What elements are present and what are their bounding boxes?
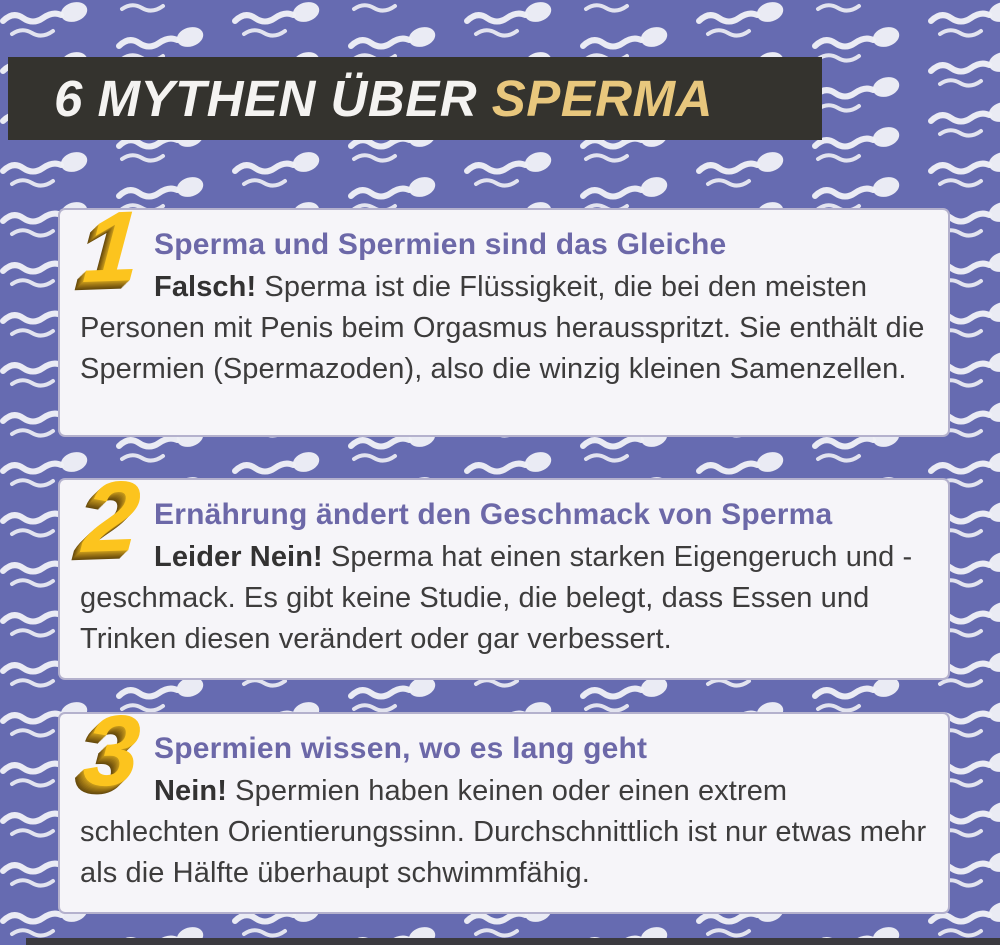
- myth-card-2-heading: Ernährung ändert den Geschmack von Sperma: [154, 498, 833, 531]
- myth-card-2-text: Sperma hat einen starken Eigengeruch und -geschmack. Es gibt keine Studie, die belegt, dass Essen und Trinken diesen verändert oder gar verbessert.: [80, 541, 913, 655]
- myth-card-1-heading: Sperma und Spermien sind das Gleiche: [154, 228, 727, 261]
- myth-card-3-body: [80, 771, 930, 894]
- myth-card-1-text: Sperma ist die Flüssigkeit, die bei den meisten Personen mit Penis beim Orgasmus herausspritzt. Sie enthält die Spermien (Spermazoden), also die winzig kleinen Samenzellen.: [80, 271, 925, 385]
- myth-card-1: [58, 190, 950, 437]
- gold-number-icon: 1: [79, 190, 144, 304]
- myth-number-2-badge: [79, 460, 154, 574]
- gold-number-icon: 3: [79, 694, 144, 808]
- myth-card-3: [58, 694, 950, 914]
- myth-card-2-verdict: Leider Nein!: [154, 541, 323, 573]
- myth-number-3-badge: [79, 694, 154, 808]
- myth-card-2: [58, 460, 950, 680]
- title-banner: [8, 57, 822, 140]
- myth-card-1-verdict: Falsch!: [154, 271, 257, 303]
- next-section-edge: [26, 938, 1000, 945]
- myth-card-2-body: [80, 537, 930, 660]
- page-title: [54, 69, 713, 128]
- page-title-accent: SPERMA: [491, 70, 713, 127]
- myth-card-3-text: Spermien haben keinen oder einen extrem schlechten Orientierungssinn. Durchschnittlich ist nur etwas mehr als die Hälfte überhaupt schwimmfähig.: [80, 775, 927, 889]
- gold-number-icon: 2: [79, 460, 144, 574]
- myth-card-3-heading: Spermien wissen, wo es lang geht: [154, 732, 648, 765]
- myth-card-3-verdict: Nein!: [154, 775, 227, 807]
- page-title-main: 6 MYTHEN ÜBER: [54, 70, 492, 127]
- myth-number-1-badge: [79, 190, 154, 304]
- myth-card-1-body: [80, 267, 930, 390]
